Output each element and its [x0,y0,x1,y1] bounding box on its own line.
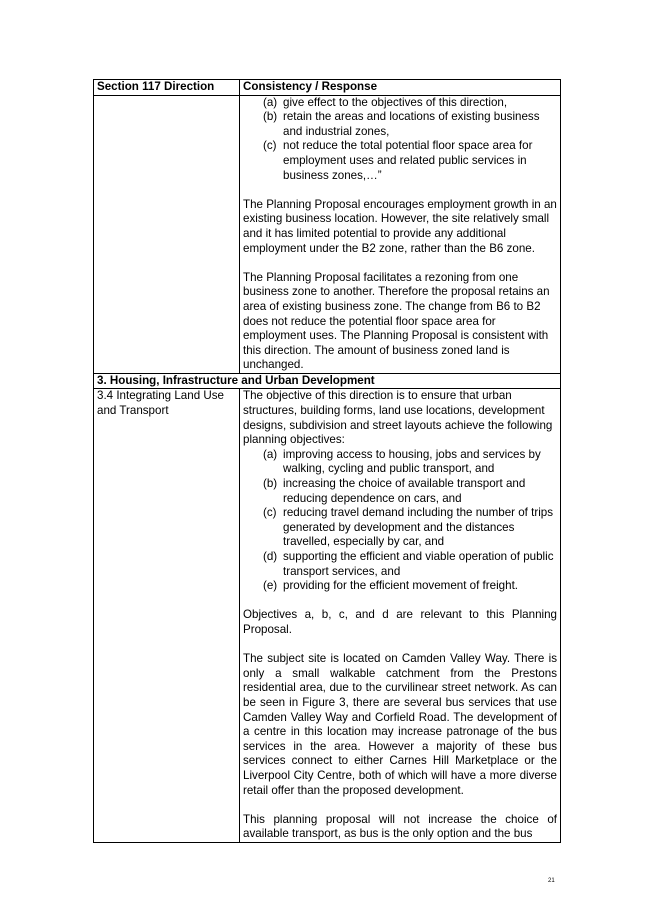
planning-objectives-list [243,448,557,594]
objectives-list [243,96,557,184]
response-paragraph: Objectives a, b, c, and d are relevant to this Planning Proposal. [243,608,557,636]
response-paragraph: This planning proposal will not increase the choice of available transport, as bus is the only option and the bus [243,812,557,841]
table-row [94,389,561,842]
list-item: (a) give effect to the objectives of this direction, [263,95,508,109]
header-section-117-direction: Section 117 Direction [94,80,240,96]
list-item: (c) reducing travel demand including the number of trips generated by development and the distances travelled, especially by car, and [263,506,554,549]
row1-response-cell [240,95,561,373]
page-number: 21 [548,878,555,884]
response-paragraph: The Planning Proposal encourages employment growth in an existing business location. However, the site relatively small and it has limited potential to provide any additional employment under the B2 zone, rather than the B6 zone. [243,197,557,255]
list-item: (a) improving access to housing, jobs and services by walking, cycling and public transport, and [263,447,541,476]
section-heading: 3. Housing, Infrastructure and Urban Development [94,373,561,389]
row2-response-cell [240,389,561,842]
list-item: (d) supporting the efficient and viable operation of public transport services, and [263,550,554,578]
table-row [94,95,561,373]
list-item: (c) not reduce the total potential floor space area for employment uses and related public services in business zones,…” [263,139,533,182]
row1-direction-cell [94,95,240,373]
row2-direction-cell: 3.4 Integrating Land Use and Transport [94,389,240,842]
section-heading-row [94,373,561,389]
list-item: (b) retain the areas and locations of existing business and industrial zones, [263,110,540,138]
list-item: (e) providing for the efficient movement of freight. [263,579,519,593]
response-paragraph: The Planning Proposal facilitates a rezoning from one business zone to another. Therefore the proposal retains an area of existing business zone. The change from B6 to B2 does not reduce the potential floor space area for employment uses. The Planning Proposal is consistent with this direction. The amount of business zoned land is unchanged. [243,270,550,372]
response-paragraph: The subject site is located on Camden Valley Way. There is only a small walkable catchment from the Prestons residential area, due to the curvilinear street network. As can be seen in Figure 3, there are several bus services that use Camden Valley Way and Corfield Road. The development of a centre in this location may increase patronage of the bus services in the area. However a majority of these bus services connect to either Carnes Hill Marketplace or the Liverpool City Centre, both of which will have a more diverse retail offer than the proposed development. [243,652,557,797]
objective-intro: The objective of this direction is to ensure that urban structures, building forms, land use locations, development designs, subdivision and street layouts achieve the following planning objectives: [243,389,553,447]
table-header-row [94,80,561,96]
header-consistency-response: Consistency / Response [240,80,561,96]
direction-consistency-table [93,79,561,843]
list-item: (b) increasing the choice of available transport and reducing dependence on cars, and [263,477,526,505]
